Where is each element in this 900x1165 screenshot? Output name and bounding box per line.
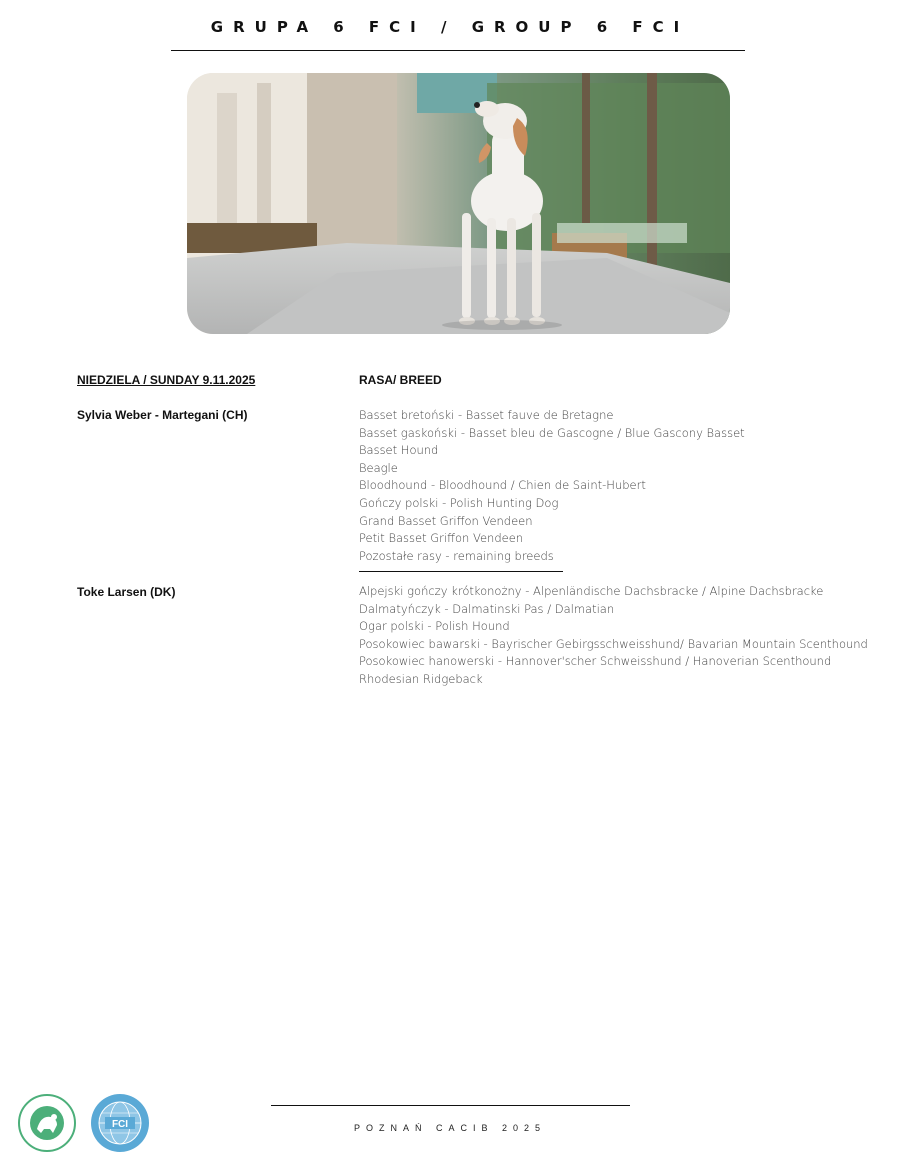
page-title: GRUPA 6 FCI / GROUP 6 FCI bbox=[210, 18, 690, 36]
breed-item: Bloodhound - Bloodhound / Chien de Saint-Hubert bbox=[359, 478, 646, 493]
section-divider bbox=[359, 571, 563, 572]
fci-logo-text: FCI bbox=[111, 1119, 129, 1130]
breed-item: Beagle bbox=[359, 460, 398, 475]
breed-list bbox=[359, 583, 868, 689]
breed-item: Grand Basset Griffon Vendeen bbox=[359, 513, 533, 528]
header-divider bbox=[171, 50, 745, 51]
judge-name: Toke Larsen (DK) bbox=[77, 585, 176, 599]
zkwp-logo bbox=[17, 1093, 77, 1153]
dog-photo bbox=[187, 73, 730, 334]
breed-item: Ogar polski - Polish Hound bbox=[359, 619, 510, 634]
breed-heading: RASA/ BREED bbox=[359, 373, 442, 387]
breed-list bbox=[359, 407, 745, 565]
breed-item: Alpejski gończy krótkonożny - Alpenländische Dachsbracke / Alpine Dachsbracke bbox=[359, 584, 824, 598]
breed-item: Basset Hound bbox=[359, 443, 439, 458]
breed-item: Petit Basset Griffon Vendeen bbox=[359, 531, 524, 546]
breed-item: Basset bretoński - Basset fauve de Bretagne bbox=[359, 408, 614, 422]
breed-item: Posokowiec bawarski - Bayrischer Gebirgsschweisshund/ Bavarian Mountain Scenthound bbox=[359, 636, 868, 651]
breed-item: Gończy polski - Polish Hunting Dog bbox=[359, 495, 559, 510]
footer-text: POZNAŃ CACIB 2025 bbox=[353, 1123, 547, 1133]
breed-item: Rhodesian Ridgeback bbox=[359, 671, 483, 686]
breed-item: Basset gaskoński - Basset bleu de Gascogne / Blue Gascony Basset bbox=[359, 425, 745, 440]
footer-divider bbox=[271, 1105, 630, 1106]
breed-item: Posokowiec hanowerski - Hannover'scher Schweisshund / Hanoverian Scenthound bbox=[359, 654, 832, 669]
breed-item: Pozostałe rasy - remaining breeds bbox=[359, 548, 554, 563]
judge-name: Sylvia Weber - Martegani (CH) bbox=[77, 408, 248, 422]
breed-item: Dalmatyńczyk - Dalmatinski Pas / Dalmatian bbox=[359, 601, 615, 616]
day-label: NIEDZIELA / SUNDAY 9.11.2025 bbox=[77, 373, 256, 387]
fci-logo bbox=[90, 1093, 150, 1153]
